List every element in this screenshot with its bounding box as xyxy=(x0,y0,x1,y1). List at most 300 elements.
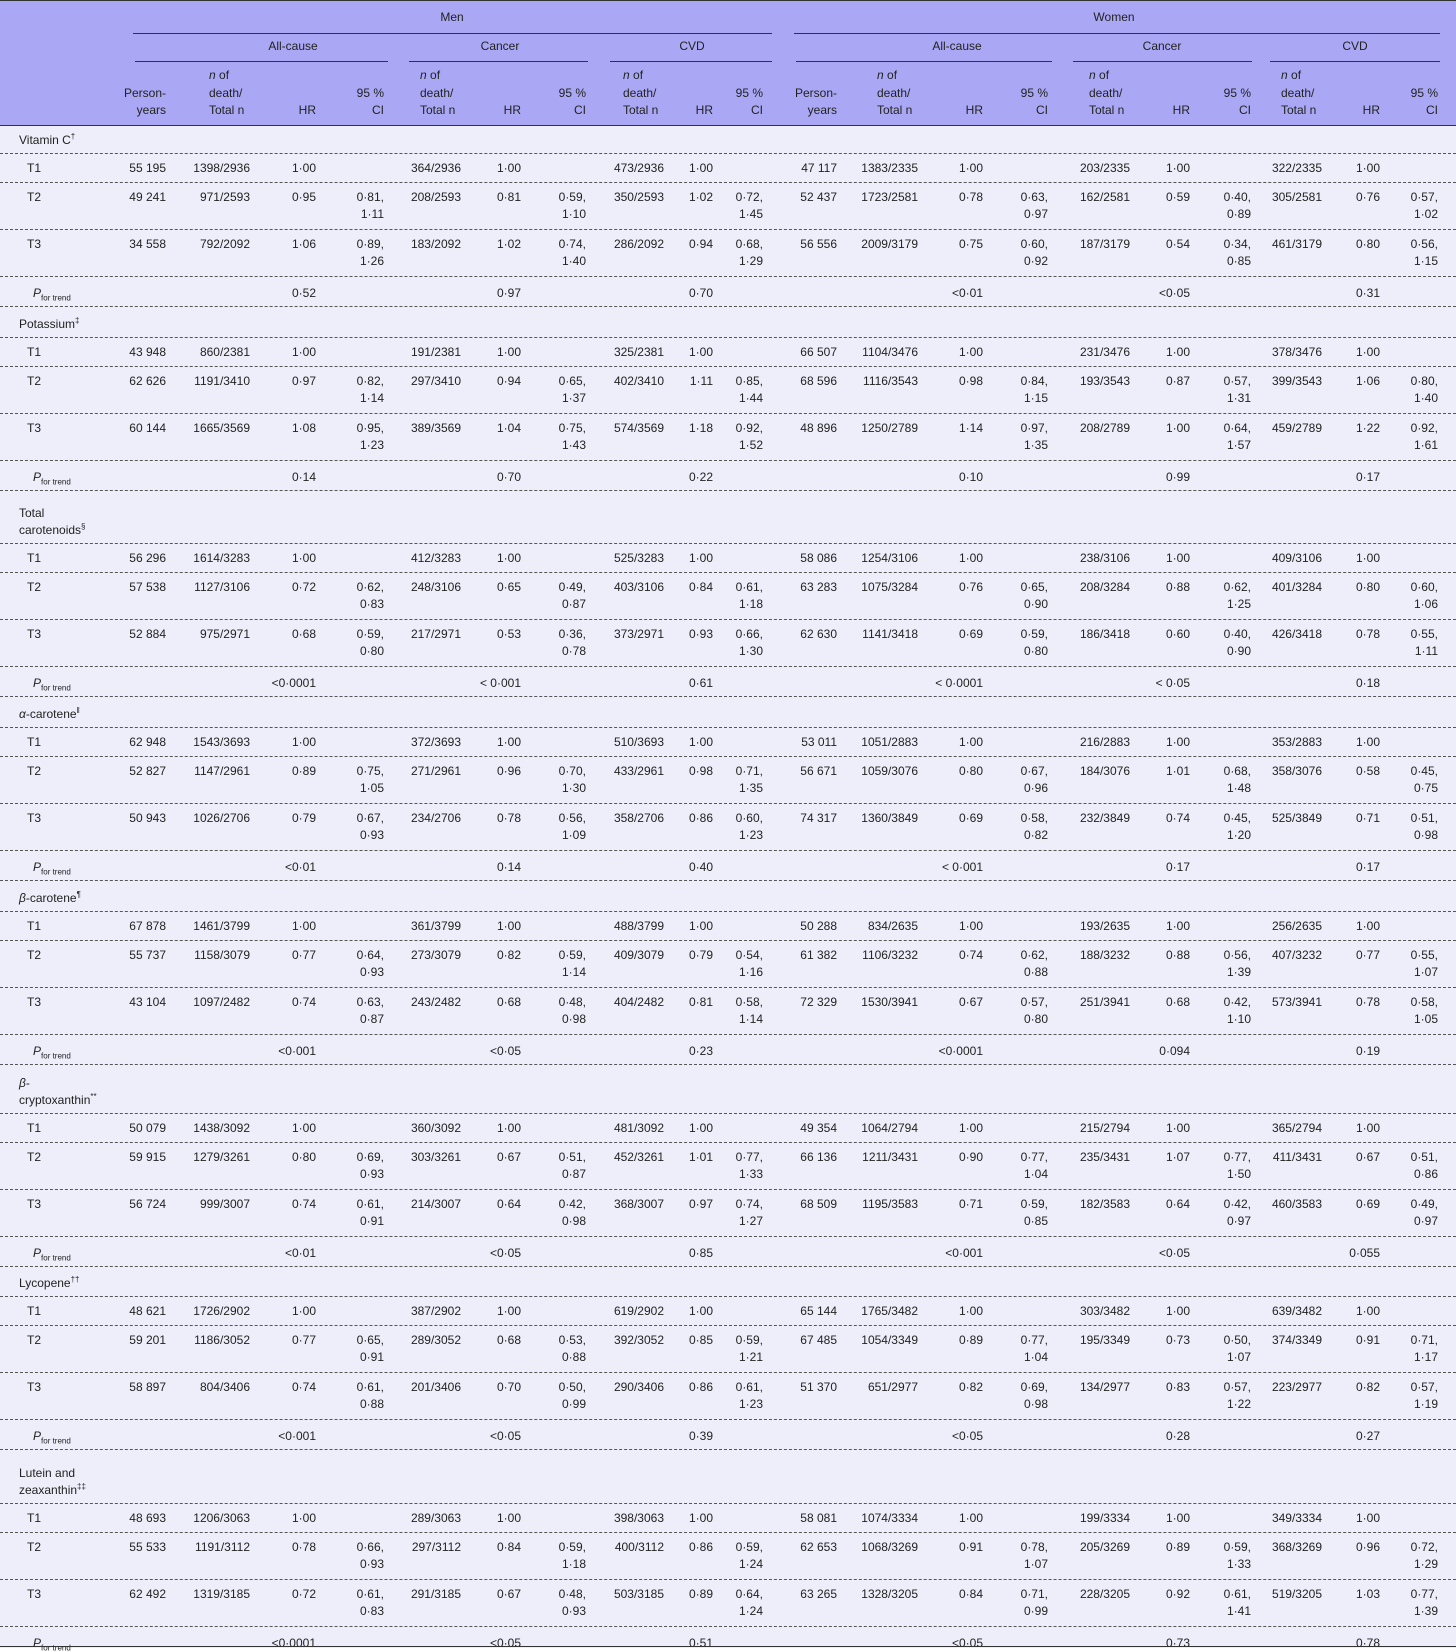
confidence-interval: 0·56, xyxy=(558,811,586,825)
deaths-total: 191/2381 xyxy=(410,345,461,359)
confidence-interval: 1·24 xyxy=(738,1557,763,1571)
hazard-ratio: 1·00 xyxy=(291,735,316,749)
hazard-ratio: 0·53 xyxy=(496,627,521,641)
hazard-ratio: 1·00 xyxy=(1165,551,1190,565)
confidence-interval: 0·55, xyxy=(1410,948,1438,962)
deaths-total: 215/2794 xyxy=(1079,1121,1130,1135)
deaths-total: 403/3106 xyxy=(613,580,664,594)
deaths-total: 488/3799 xyxy=(613,919,664,933)
confidence-interval: 0·36, xyxy=(558,627,586,641)
p-trend-value: <0·05 xyxy=(1158,1246,1190,1260)
p-trend-value: <0·001 xyxy=(278,1429,316,1443)
person-years: 68 509 xyxy=(800,1197,837,1211)
p-trend-label: $P_{for trend}$ xyxy=(33,1246,71,1263)
deaths-total: 399/3543 xyxy=(1271,374,1322,388)
p-trend-value: <0·0001 xyxy=(271,1636,316,1650)
row-divider xyxy=(0,940,1456,941)
deaths-total: 460/3583 xyxy=(1271,1197,1322,1211)
w-ac-person-years: years xyxy=(807,103,837,117)
deaths-total: 1319/3185 xyxy=(193,1587,250,1601)
hazard-ratio: 1·00 xyxy=(958,735,983,749)
rule-women-all-cause xyxy=(796,61,1052,62)
confidence-interval: 0·64, xyxy=(735,1587,763,1601)
confidence-interval: 1·10 xyxy=(561,207,586,221)
hazard-ratio: 0·84 xyxy=(496,1540,521,1554)
p-trend-value: <0·01 xyxy=(951,286,983,300)
hazard-ratio: 0·71 xyxy=(958,1197,983,1211)
row-divider xyxy=(0,880,1456,881)
deaths-total: 1206/3063 xyxy=(193,1511,250,1525)
p-trend-value: 0·18 xyxy=(1355,676,1380,690)
deaths-total: 1068/3269 xyxy=(861,1540,918,1554)
confidence-interval: 0·95, xyxy=(356,421,384,435)
confidence-interval: 0·97 xyxy=(1226,1214,1251,1228)
person-years: 72 329 xyxy=(800,995,837,1009)
tertile-label: T2 xyxy=(27,580,42,594)
confidence-interval: 0·50, xyxy=(558,1380,586,1394)
deaths-total: 291/3185 xyxy=(410,1587,461,1601)
deaths-total: 1438/3092 xyxy=(193,1121,250,1135)
hazard-ratio: 1·00 xyxy=(958,1121,983,1135)
p-trend-value: <0·05 xyxy=(489,1429,521,1443)
confidence-interval: 0·71, xyxy=(1020,1587,1048,1601)
confidence-interval: 0·72, xyxy=(1410,1540,1438,1554)
hazard-ratio: 0·78 xyxy=(496,811,521,825)
deaths-total: 999/3007 xyxy=(199,1197,250,1211)
hazard-ratio: 0·81 xyxy=(688,995,713,1009)
deaths-total: 374/3349 xyxy=(1271,1333,1322,1347)
row-divider xyxy=(0,619,1456,620)
w-ac-n-of-death: death/ xyxy=(877,86,911,100)
deaths-total: 525/3283 xyxy=(613,551,664,565)
deaths-total: 1723/2581 xyxy=(861,190,918,204)
deaths-total: 1191/3410 xyxy=(194,374,250,388)
row-divider xyxy=(0,1503,1456,1504)
p-trend-label: $P_{for trend}$ xyxy=(33,860,71,877)
hazard-ratio: 0·68 xyxy=(1165,995,1190,1009)
person-years: 67 878 xyxy=(129,919,166,933)
deaths-total: 1141/3418 xyxy=(862,627,918,641)
deaths-total: 1191/3112 xyxy=(195,1540,250,1554)
confidence-interval: 1·57 xyxy=(1226,438,1251,452)
confidence-interval: 0·58, xyxy=(735,995,763,1009)
hazard-ratio: 0·80 xyxy=(1355,237,1380,251)
deaths-total: 373/2971 xyxy=(613,627,664,641)
hazard-ratio: 1·07 xyxy=(1165,1150,1190,1164)
confidence-interval: 0·69, xyxy=(356,1150,384,1164)
deaths-total: 452/3261 xyxy=(613,1150,664,1164)
hazard-ratio: 1·00 xyxy=(496,919,521,933)
confidence-interval: 1·39 xyxy=(1413,1604,1438,1618)
row-divider xyxy=(0,182,1456,183)
row-divider xyxy=(0,460,1456,461)
header-all-cause: All-cause xyxy=(268,39,318,53)
person-years: 65 144 xyxy=(800,1304,837,1318)
hazard-ratio: 0·69 xyxy=(958,811,983,825)
deaths-total: 1106/3232 xyxy=(862,948,918,962)
m-ca-n-of-death: n of xyxy=(420,68,441,82)
hazard-ratio: 1·00 xyxy=(688,161,713,175)
confidence-interval: 1·45 xyxy=(738,207,763,221)
deaths-total: 1614/3283 xyxy=(193,551,250,565)
person-years: 62 948 xyxy=(129,735,166,749)
deaths-total: 1075/3284 xyxy=(861,580,918,594)
p-trend-value: 0·51 xyxy=(688,1636,713,1650)
hazard-ratio: 0·90 xyxy=(958,1150,983,1164)
table-header xyxy=(0,0,1456,126)
confidence-interval: 0·97 xyxy=(1413,1214,1438,1228)
confidence-interval: 0·65, xyxy=(356,1333,384,1347)
hazard-ratio: 0·97 xyxy=(291,374,316,388)
confidence-interval: 0·88 xyxy=(561,1350,586,1364)
hazard-ratio: 1·01 xyxy=(688,1150,713,1164)
row-divider xyxy=(0,987,1456,988)
deaths-total: 409/3079 xyxy=(613,948,664,962)
confidence-interval: 0·87 xyxy=(359,1012,384,1026)
confidence-interval: 0·89 xyxy=(1226,207,1251,221)
p-trend-value: 0·10 xyxy=(958,470,983,484)
confidence-interval: 0·97, xyxy=(1020,421,1048,435)
hazard-ratio: 0·91 xyxy=(1355,1333,1380,1347)
deaths-total: 290/3406 xyxy=(613,1380,664,1394)
w-cv-n-of-death: n of xyxy=(1281,68,1302,82)
m-cv-ci: CI xyxy=(751,103,763,117)
tertile-label: T3 xyxy=(27,1380,42,1394)
hazard-ratio: 1·00 xyxy=(291,1511,316,1525)
deaths-total: 289/3063 xyxy=(410,1511,461,1525)
confidence-interval: 0·49, xyxy=(558,580,586,594)
p-trend-value: 0·094 xyxy=(1159,1044,1190,1058)
p-trend-value: 0·52 xyxy=(291,286,316,300)
hazard-ratio: 0·74 xyxy=(291,995,316,1009)
confidence-interval: 0·70, xyxy=(558,764,586,778)
confidence-interval: 1·30 xyxy=(561,781,586,795)
row-divider xyxy=(0,276,1456,277)
confidence-interval: 0·51, xyxy=(1410,1150,1438,1164)
deaths-total: 1211/3431 xyxy=(862,1150,918,1164)
deaths-total: 234/2706 xyxy=(410,811,461,825)
deaths-total: 201/3406 xyxy=(410,1380,461,1394)
deaths-total: 184/3076 xyxy=(1079,764,1130,778)
deaths-total: 162/2581 xyxy=(1079,190,1130,204)
header-men: Men xyxy=(440,10,464,24)
person-years: 49 241 xyxy=(129,190,166,204)
hazard-ratio: 1·00 xyxy=(1165,1304,1190,1318)
deaths-total: 1360/3849 xyxy=(861,811,918,825)
deaths-total: 238/3106 xyxy=(1079,551,1130,565)
deaths-total: 387/2902 xyxy=(410,1304,461,1318)
confidence-interval: 0·66, xyxy=(735,627,763,641)
confidence-interval: 1·18 xyxy=(561,1557,586,1571)
deaths-total: 372/3693 xyxy=(410,735,461,749)
table-bottom-rule xyxy=(0,1646,1456,1647)
hazard-ratio: 1·00 xyxy=(496,345,521,359)
confidence-interval: 0·92, xyxy=(1410,421,1438,435)
person-years: 55 195 xyxy=(129,161,166,175)
confidence-interval: 1·19 xyxy=(1413,1397,1438,1411)
confidence-interval: 1·05 xyxy=(1413,1012,1438,1026)
person-years: 67 485 xyxy=(800,1333,837,1347)
deaths-total: 392/3052 xyxy=(613,1333,664,1347)
m-ac-ci: CI xyxy=(372,103,384,117)
hazard-ratio: 1·00 xyxy=(958,345,983,359)
p-trend-value: 0·17 xyxy=(1355,470,1380,484)
hazard-ratio: 0·74 xyxy=(958,948,983,962)
hazard-ratio: 0·67 xyxy=(958,995,983,1009)
p-trend-value: 0·78 xyxy=(1355,1636,1380,1650)
confidence-interval: 0·53, xyxy=(558,1333,586,1347)
p-trend-label: $P_{for trend}$ xyxy=(33,676,71,693)
row-divider xyxy=(0,229,1456,230)
hazard-ratio: 0·76 xyxy=(958,580,983,594)
w-ac-ci: 95 % xyxy=(1020,86,1048,100)
confidence-interval: 0·93 xyxy=(359,1167,384,1181)
hazard-ratio: 1·18 xyxy=(688,421,713,435)
confidence-interval: 0·82, xyxy=(356,374,384,388)
confidence-interval: 0·88 xyxy=(359,1397,384,1411)
person-years: 66 136 xyxy=(800,1150,837,1164)
hazard-ratio: 0·65 xyxy=(496,580,521,594)
hazard-ratio: 0·81 xyxy=(496,190,521,204)
row-divider xyxy=(0,1419,1456,1420)
row-divider xyxy=(0,572,1456,573)
confidence-interval: 0·45, xyxy=(1410,764,1438,778)
deaths-total: 1064/2794 xyxy=(861,1121,918,1135)
hazard-ratio: 0·80 xyxy=(291,1150,316,1164)
deaths-total: 1250/2789 xyxy=(861,421,918,435)
person-years: 52 884 xyxy=(129,627,166,641)
hazard-ratio: 0·97 xyxy=(688,1197,713,1211)
hazard-ratio: 1·06 xyxy=(291,237,316,251)
confidence-interval: 0·65, xyxy=(1020,580,1048,594)
deaths-total: 389/3569 xyxy=(410,421,461,435)
hazard-ratio: 1·06 xyxy=(1355,374,1380,388)
p-trend-value: 0·14 xyxy=(496,860,521,874)
deaths-total: 199/3334 xyxy=(1079,1511,1130,1525)
confidence-interval: 0·72, xyxy=(735,190,763,204)
deaths-total: 1726/2902 xyxy=(193,1304,250,1318)
deaths-total: 297/3112 xyxy=(411,1540,461,1554)
confidence-interval: 0·58, xyxy=(1020,811,1048,825)
confidence-interval: 1·14 xyxy=(359,391,384,405)
nutrient-label: Total xyxy=(19,506,45,520)
confidence-interval: 0·74, xyxy=(558,237,586,251)
row-divider xyxy=(0,1113,1456,1114)
person-years: 62 630 xyxy=(800,627,837,641)
confidence-interval: 0·68, xyxy=(1223,764,1251,778)
confidence-interval: 0·59, xyxy=(558,948,586,962)
confidence-interval: 1·23 xyxy=(738,1397,763,1411)
deaths-total: 303/3482 xyxy=(1079,1304,1130,1318)
confidence-interval: 0·87 xyxy=(561,597,586,611)
hazard-ratio: 0·82 xyxy=(1355,1380,1380,1394)
deaths-total: 1054/3349 xyxy=(861,1333,918,1347)
deaths-total: 792/2092 xyxy=(199,237,250,251)
row-divider xyxy=(0,1532,1456,1533)
header-cvd: CVD xyxy=(679,39,705,53)
hazard-ratio: 1·00 xyxy=(1165,161,1190,175)
deaths-total: 273/3079 xyxy=(410,948,461,962)
confidence-interval: 1·17 xyxy=(1413,1350,1438,1364)
tertile-label: T3 xyxy=(27,237,42,251)
confidence-interval: 0·98 xyxy=(1413,828,1438,842)
confidence-interval: 0·61, xyxy=(1223,1587,1251,1601)
confidence-interval: 0·61, xyxy=(735,1380,763,1394)
confidence-interval: 1·41 xyxy=(1226,1604,1251,1618)
hazard-ratio: 0·71 xyxy=(1355,811,1380,825)
confidence-interval: 0·85 xyxy=(1023,1214,1048,1228)
hazard-ratio: 1·00 xyxy=(1355,1121,1380,1135)
row-divider xyxy=(0,1064,1456,1065)
w-ac-person-years: Person- xyxy=(794,86,837,100)
confidence-interval: 1·14 xyxy=(738,1012,763,1026)
confidence-interval: 0·71, xyxy=(735,764,763,778)
confidence-interval: 1·40 xyxy=(561,254,586,268)
hazard-ratio: 0·60 xyxy=(1165,627,1190,641)
confidence-interval: 0·77, xyxy=(1223,1150,1251,1164)
m-ca-hr: HR xyxy=(503,103,521,117)
p-trend-value: 0·22 xyxy=(688,470,713,484)
confidence-interval: 0·48, xyxy=(558,995,586,1009)
confidence-interval: 0·75, xyxy=(558,421,586,435)
confidence-interval: 1·20 xyxy=(1226,828,1251,842)
tertile-label: T1 xyxy=(27,735,42,749)
hazard-ratio: 0·78 xyxy=(1355,627,1380,641)
tertile-label: T2 xyxy=(27,374,42,388)
confidence-interval: 0·59, xyxy=(1020,627,1048,641)
row-divider xyxy=(0,1189,1456,1190)
deaths-total: 303/3261 xyxy=(410,1150,461,1164)
confidence-interval: 0·59, xyxy=(558,190,586,204)
p-trend-value: 0·40 xyxy=(688,860,713,874)
deaths-total: 305/2581 xyxy=(1271,190,1322,204)
confidence-interval: 0·60, xyxy=(1020,237,1048,251)
m-ac-ci: 95 % xyxy=(356,86,384,100)
p-trend-value: <0·05 xyxy=(489,1246,521,1260)
w-ac-ci: CI xyxy=(1036,103,1048,117)
hazard-ratio: 1·14 xyxy=(958,421,983,435)
m-ca-n-of-death: death/ xyxy=(420,86,454,100)
confidence-interval: 0·59, xyxy=(735,1540,763,1554)
confidence-interval: 1·29 xyxy=(1413,1557,1438,1571)
row-divider xyxy=(0,850,1456,851)
confidence-interval: 1·15 xyxy=(1023,391,1048,405)
hazard-ratio: 1·00 xyxy=(688,919,713,933)
p-trend-value: <0·01 xyxy=(284,860,316,874)
tertile-label: T2 xyxy=(27,1150,42,1164)
tertile-label: T3 xyxy=(27,995,42,1009)
deaths-total: 235/3431 xyxy=(1079,1150,1130,1164)
nutrient-label: Lycopene†† xyxy=(19,1275,80,1290)
person-years: 52 827 xyxy=(129,764,166,778)
deaths-total: 461/3179 xyxy=(1271,237,1322,251)
rule-cancer xyxy=(409,61,588,62)
confidence-interval: 0·77, xyxy=(735,1150,763,1164)
hazard-ratio: 0·84 xyxy=(688,580,713,594)
hazard-ratio: 1·00 xyxy=(1355,161,1380,175)
confidence-interval: 0·93 xyxy=(359,965,384,979)
hazard-ratio: 0·72 xyxy=(291,580,316,594)
hazard-ratio: 0·94 xyxy=(688,237,713,251)
confidence-interval: 0·51, xyxy=(558,1150,586,1164)
hazard-ratio: 0·80 xyxy=(1355,580,1380,594)
p-trend-value: 0·055 xyxy=(1349,1246,1380,1260)
hazard-ratio: 0·77 xyxy=(291,948,316,962)
deaths-total: 1461/3799 xyxy=(193,919,250,933)
m-ac-n-of-death: death/ xyxy=(209,86,243,100)
p-trend-value: <0·01 xyxy=(284,1246,316,1260)
person-years: 56 556 xyxy=(800,237,837,251)
hazard-ratio: 1·00 xyxy=(1165,1511,1190,1525)
deaths-total: 188/3232 xyxy=(1079,948,1130,962)
nutrient-label: carotenoids§ xyxy=(19,522,86,537)
deaths-total: 1026/2706 xyxy=(193,811,250,825)
deaths-total: 1074/3334 xyxy=(861,1511,918,1525)
hazard-ratio: 1·00 xyxy=(496,161,521,175)
deaths-total: 834/2635 xyxy=(867,919,918,933)
deaths-total: 248/3106 xyxy=(410,580,461,594)
deaths-total: 407/3232 xyxy=(1271,948,1322,962)
hazard-ratio: 1·00 xyxy=(1165,421,1190,435)
person-years: 58 081 xyxy=(800,1511,837,1525)
hazard-ratio: 0·89 xyxy=(688,1587,713,1601)
confidence-interval: 0·50, xyxy=(1223,1333,1251,1347)
row-divider xyxy=(0,1266,1456,1267)
confidence-interval: 0·63, xyxy=(356,995,384,1009)
person-years: 56 296 xyxy=(129,551,166,565)
m-ac-person-years: Person- xyxy=(123,86,166,100)
p-trend-value: <0·05 xyxy=(1158,286,1190,300)
confidence-interval: 0·51, xyxy=(1410,811,1438,825)
confidence-interval: 0·83 xyxy=(359,597,384,611)
p-trend-value: 0·61 xyxy=(688,676,713,690)
deaths-total: 1543/3693 xyxy=(193,735,250,749)
hazard-ratio: 0·88 xyxy=(1165,580,1190,594)
confidence-interval: 1·07 xyxy=(1413,965,1438,979)
row-divider xyxy=(0,366,1456,367)
confidence-interval: 1·61 xyxy=(1413,438,1438,452)
confidence-interval: 1·07 xyxy=(1226,1350,1251,1364)
hazard-ratio: 0·74 xyxy=(291,1197,316,1211)
confidence-interval: 0·42, xyxy=(1223,995,1251,1009)
deaths-total: 510/3693 xyxy=(613,735,664,749)
p-trend-value: 0·19 xyxy=(1355,1044,1380,1058)
person-years: 50 079 xyxy=(129,1121,166,1135)
confidence-interval: 1·11 xyxy=(1414,644,1438,658)
confidence-interval: 0·80 xyxy=(359,644,384,658)
confidence-interval: 0·85 xyxy=(1226,254,1251,268)
person-years: 55 737 xyxy=(129,948,166,962)
rule-all-cause xyxy=(135,61,388,62)
deaths-total: 412/3283 xyxy=(410,551,461,565)
hazard-ratio: 1·00 xyxy=(1355,919,1380,933)
confidence-interval: 1·48 xyxy=(1226,781,1251,795)
confidence-interval: 0·92 xyxy=(1023,254,1048,268)
row-divider xyxy=(0,1325,1456,1326)
deaths-total: 231/3476 xyxy=(1079,345,1130,359)
tertile-label: T1 xyxy=(27,1511,42,1525)
p-trend-label: $P_{for trend}$ xyxy=(33,1636,71,1652)
p-trend-value: <0·001 xyxy=(945,1246,983,1260)
row-divider xyxy=(0,1372,1456,1373)
deaths-total: 195/3349 xyxy=(1079,1333,1130,1347)
m-cv-n-of-death: death/ xyxy=(623,86,657,100)
person-years: 62 492 xyxy=(129,1587,166,1601)
w-ac-hr: HR xyxy=(965,103,983,117)
w-cv-n-of-death: death/ xyxy=(1281,86,1315,100)
row-divider xyxy=(0,1142,1456,1143)
deaths-total: 256/2635 xyxy=(1271,919,1322,933)
